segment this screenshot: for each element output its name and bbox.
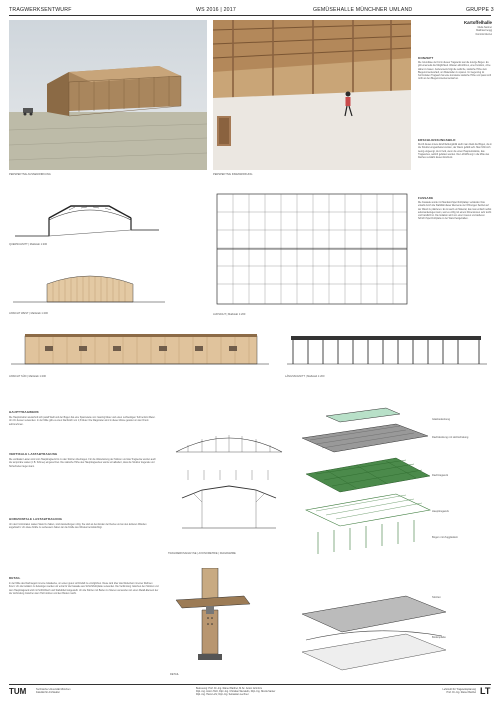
- poster-title: TRAGWERKSENTWURF: [9, 7, 72, 13]
- caption-interior: PERSPEKTIVE INNENWIRKUNG: [213, 173, 253, 176]
- group-number: GRUPPE 3: [466, 7, 494, 13]
- plan-view-drawing: [213, 190, 411, 310]
- detail-heading: DETAIL: [9, 576, 21, 580]
- sidebar-concept: [418, 56, 492, 82]
- detail-drawing: [170, 568, 260, 668]
- project-title: Kartoffelhalle: [463, 20, 492, 25]
- semester: WS 2016 | 2017: [196, 7, 236, 13]
- credits-line-3: Dipl.-Ing. Hans Lohr, Dipl.-Ing. Sebastian Lechner: [196, 693, 249, 697]
- haupttragwerk-text: Die Hauptstruktur wiederholt sich parall Weill und der Bogen hat eine Spannweite von zwanzig Meter und einen rechteckigen Teil bei Erst Meter. Um ihn besser verwenden. In der Mitte gibt es einen Dachstich von 1,5 Meter. Die Diagonalen sind in dieser Weise geleitet um den Druck aufzunehmen.: [9, 417, 156, 426]
- detail-section: [9, 576, 159, 596]
- tum-logo: TUM: [9, 687, 27, 696]
- credits-line-1: Betreuung: Prof. Dr.-Ing. Rainer Barthel, M.Sc. Anton Grimfors: [196, 687, 262, 690]
- horizontal-load-heading: HORIZONTALE LASTABTRAGUNG: [9, 517, 63, 521]
- caption-long-section: LÄNGSSCHNITT | Maßstab 1:200: [285, 375, 325, 378]
- sidebar-fassade: [418, 196, 492, 222]
- caption-exterior: PERSPEKTIVE AUSSENWIRKUNG: [9, 173, 51, 176]
- load-diagrams: [168, 420, 290, 546]
- credits-line-2: Dipl.-Ing. Anton Holz, Dipl.-Ing. Christian Wendelin, Dipl.-Ing. Nicola Santer: [196, 690, 276, 694]
- elevation-west-drawing: [9, 258, 169, 308]
- vertical-load-text: Die vertikalen Lasten sind vom Haupttragwerk bis zu den Stützen übertragen. Für die Weiterleitung der Stützen und das Tragwerke wurden auch die temporäre Lasten (z.B. Schnee) eingerechnet. Die statische Höhe des Haupttragwerkes wurde so kalkuliert, dass die Struktur tragende und Sicherheiten liegen kann.: [9, 459, 156, 468]
- label-floor-slab: Bodenplatte: [432, 636, 446, 639]
- horizontal-load-section: [9, 517, 159, 531]
- horizontal-load-text: Um den horizontalen Lasten Stand zu halten, sind Aussteifungen nötig. Sie sind an den Enden der Decke und an den äußeren Wänden angebracht. Um diese Kräfte zu verbessern haben wir die Kräfte des Windes berücksichtigt.: [9, 524, 147, 530]
- fassade-heading: FASSADE: [418, 196, 434, 200]
- caption-axonometry: TRAGWERKSANALYSE | AXONOMETRIE | DIAGRAMME: [168, 552, 236, 555]
- haupttragwerk-section: [9, 410, 159, 427]
- credits: [196, 687, 275, 696]
- faculty-name: Fakultät für Architektur: [36, 691, 60, 695]
- fassade-text: Die Fassade wurde mit Standard-Sperrholzplatten verkleidet. Das erlaubt durch die Stabilität dieser Elemente der Öffnungen flexibel auf der Wand zu platzieren. Es ist auch ein Material, das man einfach selbst aufeinanderlegen kann, weil es völlig mit einem Dimensionen sehr leicht und handlich ist. Die Isolation wird von einer inneren und äußeren Schicht Sperrholzplatte in der Wand festgehalten.: [418, 202, 492, 221]
- project-name: GEMÜSEHALLE MÜNCHNER UMLAND: [313, 7, 413, 13]
- caption-detail: DETAIL: [170, 673, 179, 676]
- author-1: Meda Santner: [477, 27, 492, 29]
- sidebar-header: [418, 20, 492, 37]
- long-section-drawing: [285, 330, 490, 370]
- label-roof-structure: Dachtragwerk: [432, 474, 449, 477]
- label-arch: Bogen mit Zuggliedern: [432, 536, 459, 539]
- caption-cross-section: QUERSCHNITT | Maßstab 1:200: [9, 243, 48, 246]
- haupttragwerk-heading: HAUPTTRAGWERK: [9, 410, 39, 414]
- erschliessung-heading: ERSCHLIESSUNGSBILD: [418, 138, 456, 142]
- author-2: Matthias Fengg: [476, 30, 492, 33]
- author-3: Dominik Menzel: [475, 33, 492, 36]
- elevation-south-drawing: [9, 328, 271, 370]
- cross-section-drawing: [9, 190, 169, 242]
- footer-rule: [9, 684, 491, 685]
- vertical-load-section: [9, 452, 159, 469]
- sidebar-erschliessung: [418, 138, 492, 160]
- label-main-structure: Haupttragwerk: [432, 510, 449, 513]
- caption-elevation-west: ANSICHT WEST | Maßstab 1:200: [9, 312, 48, 315]
- lt-logo: LT: [480, 686, 491, 696]
- exterior-perspective-image: [9, 20, 207, 170]
- concept-heading: KONZEPT: [418, 56, 434, 60]
- interior-perspective-image: [213, 20, 411, 170]
- caption-elevation-south: ANSICHT SÜD | Maßstab 1:200: [9, 375, 46, 378]
- label-columns: Stützen: [432, 596, 441, 599]
- exploded-axonometry: [296, 404, 492, 676]
- erschliessung-text: Durch dieses innere Erschließungsbild steht man direkt die Bögen, die in die Struktur eingearbeitet wurden, der Raum gefällt sehr. Man fühlt sich wenig eingeengt, da in Feld, wenn die einen Haupteinstände, das Tragwerkes, seitlich gefalten werden. Die Lichtöffnung in die Mitte des Daches verstärkt diesen Eindruck.: [418, 144, 492, 160]
- university-name: Technische Universität München: [36, 688, 71, 691]
- header-rule: [9, 15, 491, 16]
- label-roofing: Dachdeckung mit Holzschalung: [432, 436, 469, 439]
- chair-professor: Prof. Dr.-Ing. Rainer Barthel: [446, 691, 476, 695]
- chair-info: [408, 688, 476, 694]
- detail-text: In der Mitte des Dachsegeln ist eine Glasdecke, um einen guten Lichtzufall zu ermöglichen. Diese wird über das Wetterfest mit einer Rahmen fixiert. Um die Isolation zu befestigen werden wir extra für die Fassade aus Schichtholzplatte verwendet. Die Verbindung zwischen den Stützen und dem Haupttragwerk wird mit Schlitzblech und Stabdübel festgestellt. Um die Stützen mit Boden zu fixieren verwenden wir einen Metall-Element der die Verbindung zwischen dem Holz stützen und den Boden macht.: [9, 583, 159, 595]
- caption-plan-view: AUFSICHT | Maßstab 1:200: [213, 313, 246, 316]
- university-info: [36, 688, 70, 694]
- label-glass: Glasbedeckung: [432, 418, 451, 421]
- chair-name: Lehrstuhl für Tragwerksplanung: [442, 688, 476, 691]
- concept-text: Die Grundidee der Form dieses Tragwerks war die kurvige Bogen. Es gibt einerseits die Möglichkeit. Wasser abzuführen, eine Funktion, ohne dabei zu bauen. Andererseits folgt die seitliche, statische Höhe dem Biegemomentverlauf, um Materialien zu sparen. Im Gegenzug ist horizontalen Tragwerk hat eine konstante statische Höhe und passt sich nicht an den Biegemomentenverlauf an.: [418, 62, 492, 81]
- vertical-load-heading: VERTIKALE LASTABTRAGUNG: [9, 452, 58, 456]
